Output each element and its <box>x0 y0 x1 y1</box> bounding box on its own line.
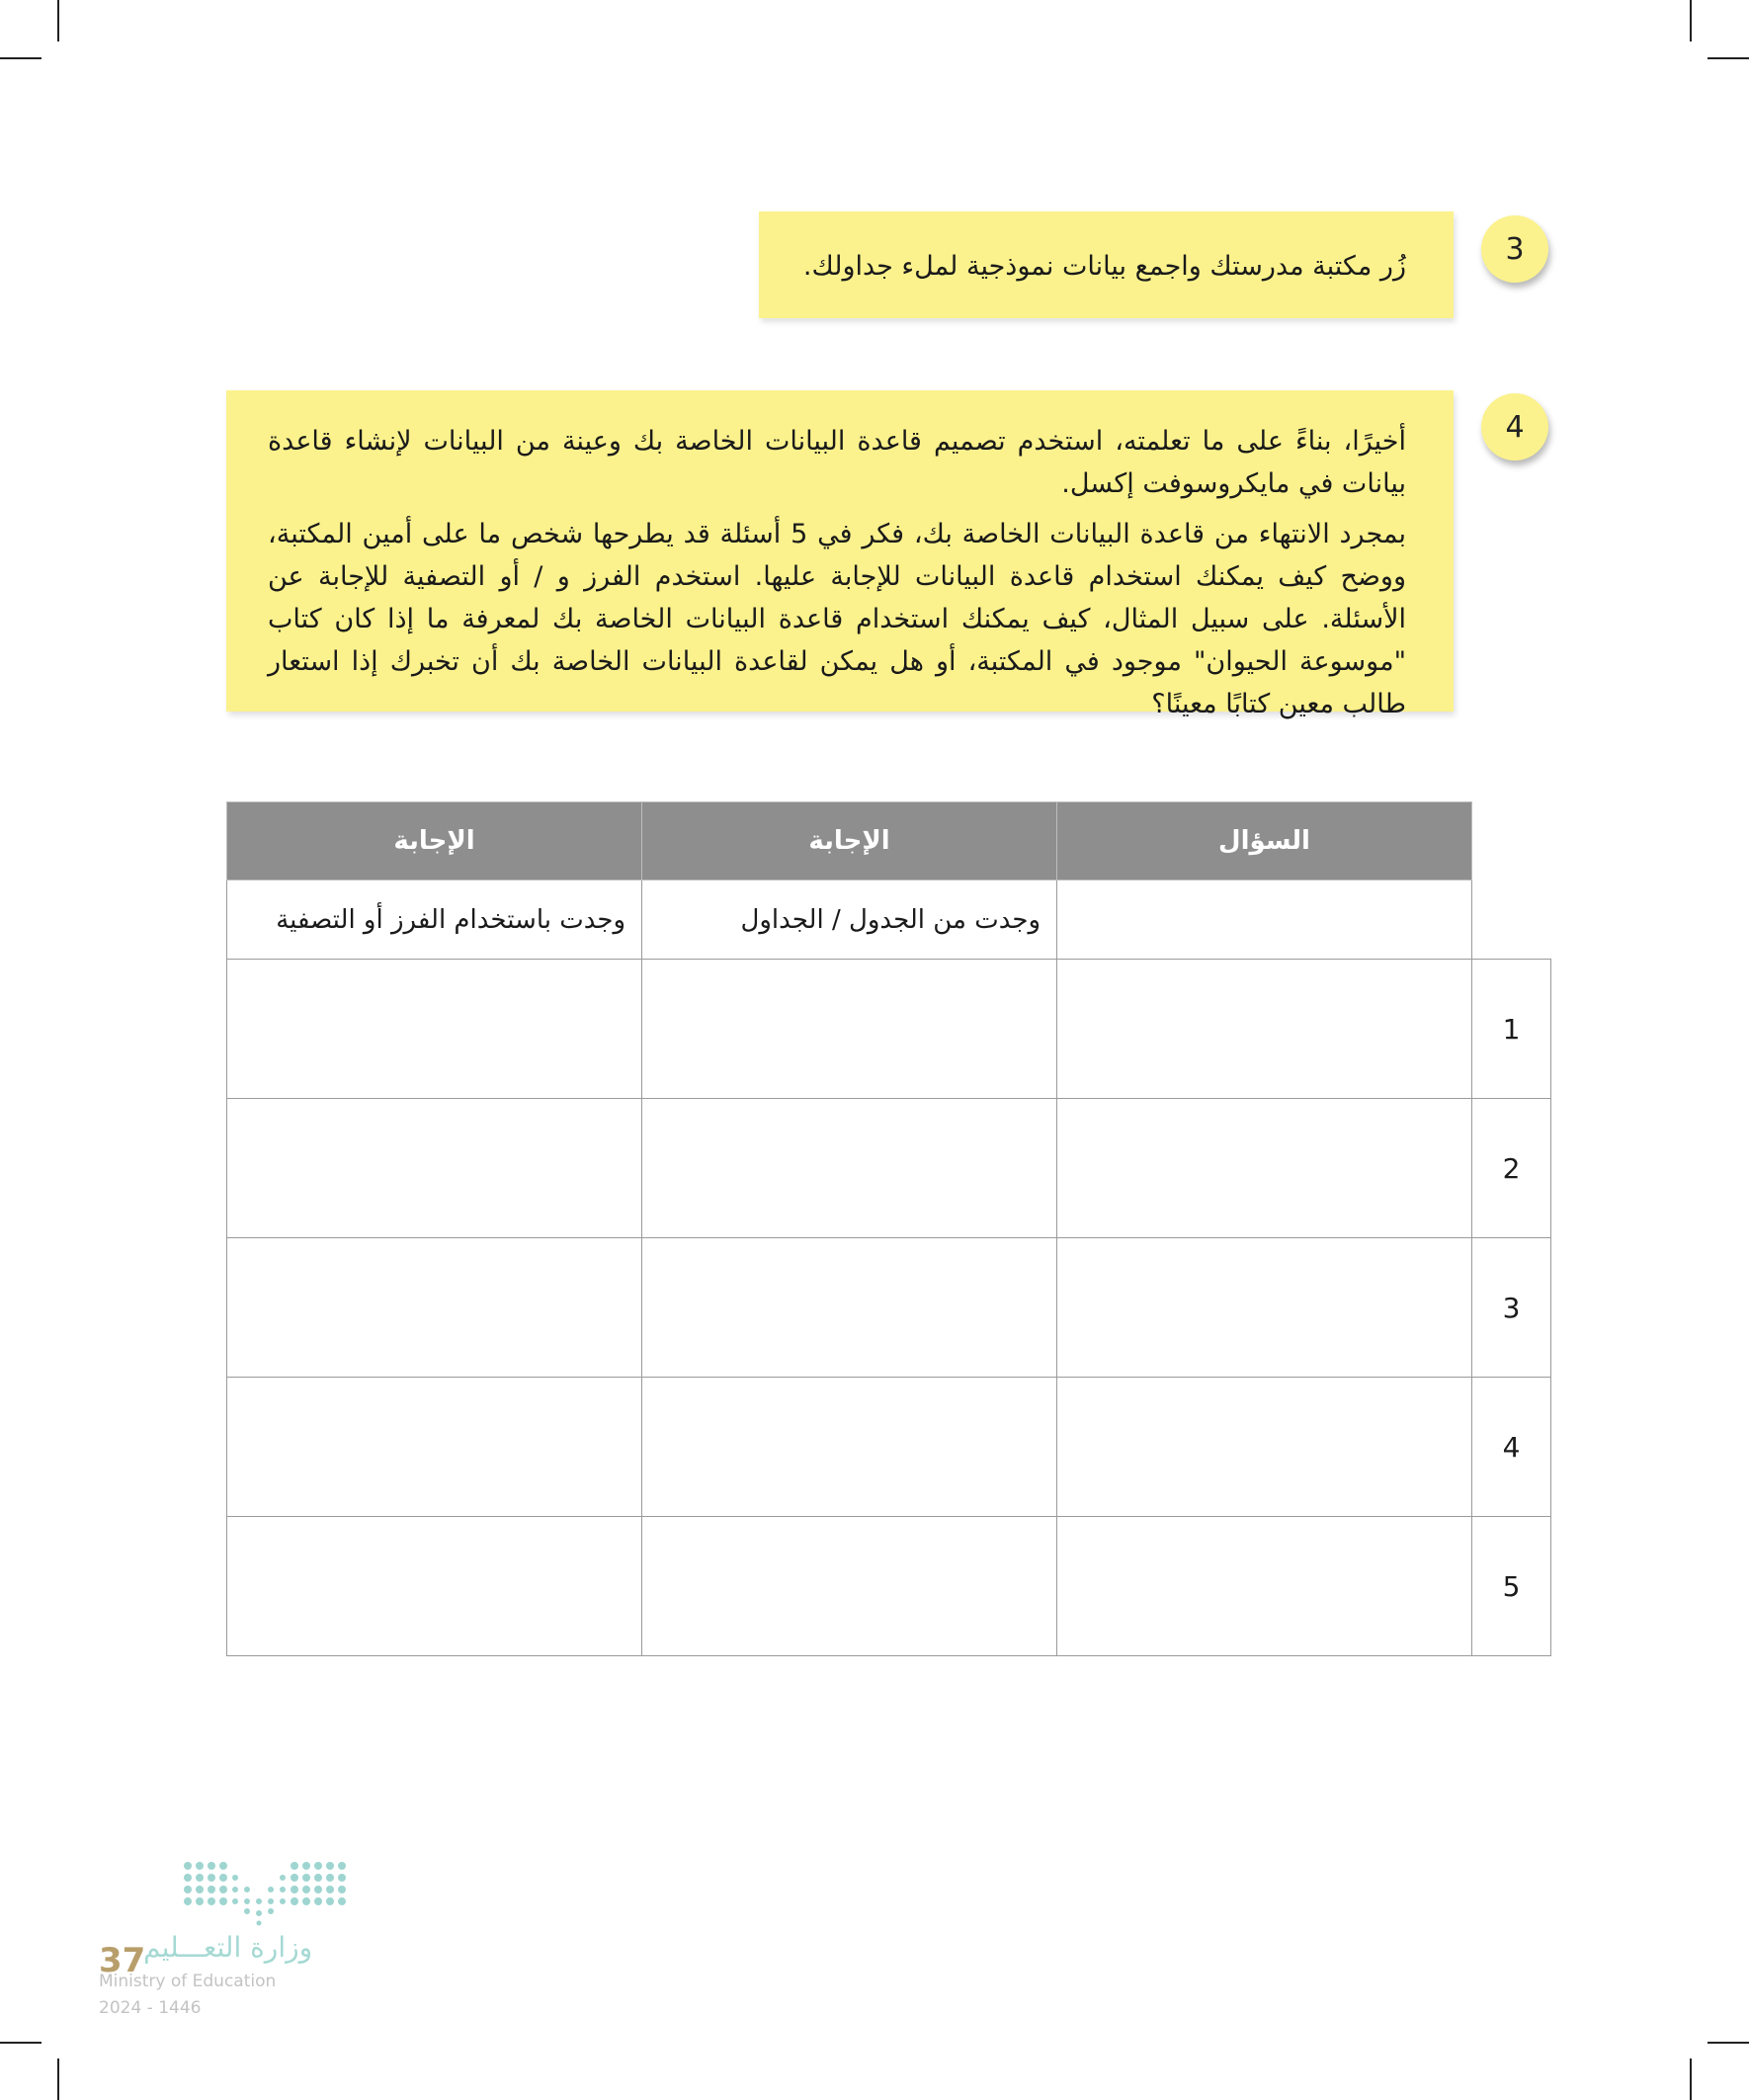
task-3-number-badge: 3 <box>1481 215 1548 283</box>
row-number: 4 <box>1472 1378 1551 1517</box>
page-number: 37 <box>99 1941 146 1980</box>
crop-mark <box>1690 0 1692 42</box>
task-3-text: زُر مكتبة مدرستك واجمع بيانات نموذجية لملء جداولك. <box>802 251 1406 282</box>
answer-filter-column-header: الإجابة <box>227 802 642 881</box>
crop-mark <box>1690 2058 1692 2100</box>
ministry-name-english: Ministry of Education <box>99 1972 277 1991</box>
answer-table-cell[interactable] <box>642 960 1057 1099</box>
answer-table-subheader: وجدت من الجدول / الجداول <box>642 881 1057 960</box>
answer-table-cell[interactable] <box>642 1517 1057 1656</box>
row-number: 5 <box>1472 1517 1551 1656</box>
task-4-note <box>226 390 1454 719</box>
answer-filter-subheader: وجدت باستخدام الفرز أو التصفية <box>227 881 642 960</box>
crop-mark <box>0 2042 42 2044</box>
table-row <box>227 1378 1551 1517</box>
question-cell[interactable] <box>1057 1238 1472 1378</box>
answer-filter-cell[interactable] <box>227 1238 642 1378</box>
task-4-paragraph-2: بمجرد الانتهاء من قاعدة البيانات الخاصة بك، فكر في 5 أسئلة قد يطرحها شخص ما على أمين المكتبة، ووضح كيف يمكنك استخدام قاعدة البيانات للإجابة عليها. استخدم الفرز و / أو التصفية للإجابة عن الأسئلة. على سبيل المثال، كيف يمكنك استخدام قاعدة البيانات الخاصة بك لمعرفة ما إذا كان كتاب "موسوعة الحيوان" موجود في المكتبة، أو هل يمكن لقاعدة البيانات الخاصة بك أن تخبرك إذا استعار طالب معين كتابًا معينًا؟ <box>268 519 1406 719</box>
edition-year: 2024 - 1446 <box>99 1998 202 2018</box>
answer-table-column-header: الإجابة <box>642 802 1057 881</box>
crop-mark <box>0 57 42 59</box>
table-row <box>227 1517 1551 1656</box>
question-cell[interactable] <box>1057 1517 1472 1656</box>
crop-mark <box>1707 2042 1749 2044</box>
task-3-note <box>759 211 1454 318</box>
row-number: 1 <box>1472 960 1551 1099</box>
table-header-row <box>227 802 1551 881</box>
answer-filter-cell[interactable] <box>227 1378 642 1517</box>
table-row <box>227 1238 1551 1378</box>
answer-filter-cell[interactable] <box>227 1099 642 1238</box>
crop-mark <box>1707 57 1749 59</box>
answer-table-cell[interactable] <box>642 1099 1057 1238</box>
question-cell[interactable] <box>1057 1378 1472 1517</box>
answer-table-cell[interactable] <box>642 1378 1057 1517</box>
table-subheader-row <box>227 881 1551 960</box>
row-number: 3 <box>1472 1238 1551 1378</box>
question-column-header: السؤال <box>1057 802 1472 881</box>
question-cell[interactable] <box>1057 1099 1472 1238</box>
row-number: 2 <box>1472 1099 1551 1238</box>
table-corner-blank <box>1472 802 1551 881</box>
questions-table <box>226 801 1551 1656</box>
question-subheader <box>1057 881 1472 960</box>
answer-filter-cell[interactable] <box>227 1517 642 1656</box>
table-row <box>227 1099 1551 1238</box>
crop-mark <box>57 2058 59 2100</box>
answer-table-cell[interactable] <box>642 1238 1057 1378</box>
table-corner-blank <box>1472 881 1551 960</box>
ministry-name-arabic: وزارة التعـــليم <box>143 1931 313 1964</box>
question-cell[interactable] <box>1057 960 1472 1099</box>
crop-mark <box>57 0 59 42</box>
ministry-logo <box>99 1858 356 2018</box>
task-4-paragraph-1: أخيرًا، بناءً على ما تعلمته، استخدم تصميم قاعدة البيانات الخاصة بك وعينة من البيانات لإنشاء قاعدة بيانات في مايكروسوفت إكسل. <box>268 426 1406 499</box>
task-4-number-badge: 4 <box>1481 393 1548 461</box>
table-row <box>227 960 1551 1099</box>
answer-filter-cell[interactable] <box>227 960 642 1099</box>
